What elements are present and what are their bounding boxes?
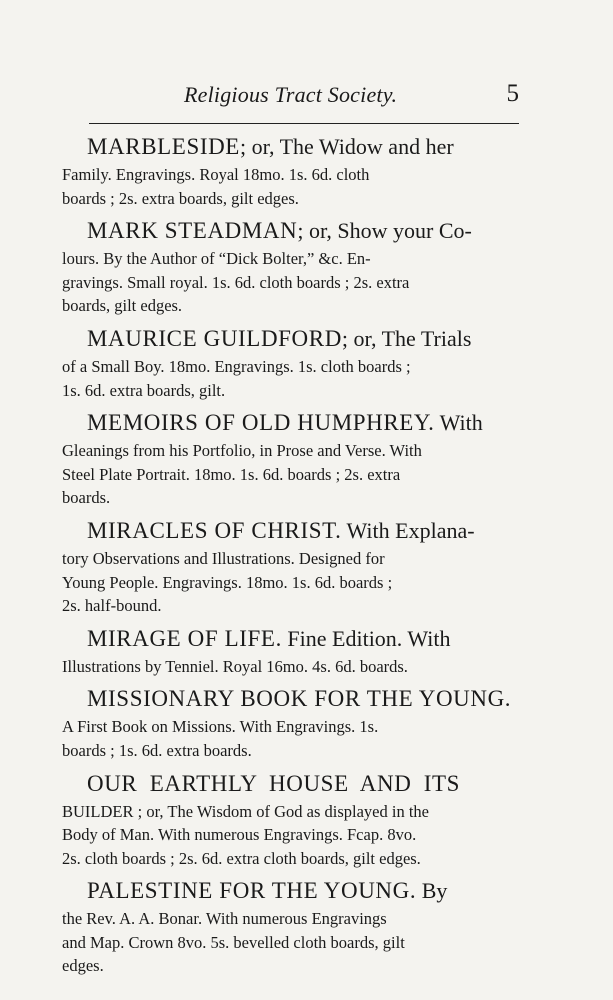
entry-line: Steel Plate Portrait. 18mo. 1s. 6d. boards ; 2s. extra: [62, 464, 401, 484]
entry-line: 1s. 6d. extra boards, gilt.: [62, 380, 226, 400]
entry-title: MEMOIRS OF OLD HUMPHREY.: [87, 410, 435, 436]
entry-title: MIRACLES OF CHRIST.: [87, 517, 342, 543]
entry-title: MARBLESIDE: [87, 134, 240, 159]
entry-line: Gleanings from his Portfolio, in Prose and Verse. With: [62, 441, 422, 461]
entry-line: and Map. Crown 8vo. 5s. bevelled cloth boards, gilt: [62, 932, 405, 952]
running-head: [89, 78, 519, 112]
catalogue-entry: [62, 877, 520, 978]
catalogue-entry: [62, 133, 520, 210]
page-number: 5: [506, 80, 519, 107]
entry-line: boards.: [62, 488, 111, 508]
entry-title: OUR EARTHLY HOUSE AND ITS: [87, 770, 461, 796]
entry-line: gravings. Small royal. 1s. 6d. cloth boards ; 2s. extra: [62, 272, 410, 292]
catalogue-entry: [62, 517, 520, 618]
catalogue-entry: [62, 625, 520, 679]
entry-line: edges.: [62, 956, 104, 976]
entry-line: lours. By the Author of “Dick Bolter,” &c. En-: [62, 249, 371, 269]
entry-line: 2s. half-bound.: [62, 596, 162, 616]
entry-line: A First Book on Missions. With Engravings. 1s.: [62, 717, 379, 737]
entry-line: tory Observations and Illustrations. Designed for: [62, 548, 385, 568]
entry-lead: ; or, The Trials: [341, 325, 472, 351]
entry-line: 2s. cloth boards ; 2s. 6d. extra cloth boards, gilt edges.: [62, 848, 421, 868]
catalogue-entry: [62, 217, 520, 318]
entry-line: Body of Man. With numerous Engravings. Fcap. 8vo.: [62, 825, 417, 845]
entry-title: MARK STEADMAN: [87, 218, 298, 244]
entry-title: PALESTINE FOR THE YOUNG.: [87, 878, 417, 904]
entry-lead: ; or, Show your Co-: [297, 218, 472, 244]
entry-line: BUILDER ; or, The Wisdom of God as displayed in the: [62, 801, 429, 821]
catalogue-entry: [62, 409, 520, 510]
entry-line: Illustrations by Tenniel. Royal 16mo. 4s. 6d. boards.: [62, 656, 408, 676]
entry-lead: Fine Edition. With: [281, 625, 451, 651]
catalogue-entries: [62, 133, 520, 985]
entry-line: of a Small Boy. 18mo. Engravings. 1s. cloth boards ;: [62, 356, 411, 376]
entry-line: boards, gilt edges.: [62, 296, 183, 316]
entry-lead: With: [434, 410, 483, 436]
entry-title: MISSIONARY BOOK FOR THE YOUNG.: [87, 686, 512, 712]
entry-line: boards ; 1s. 6d. extra boards.: [62, 740, 252, 760]
entry-line: the Rev. A. A. Bonar. With numerous Engravings: [62, 909, 387, 929]
running-title: Religious Tract Society.: [184, 82, 398, 107]
entry-title: MAURICE GUILDFORD: [87, 325, 342, 351]
entry-lead: By: [416, 878, 448, 904]
header-rule: [89, 123, 519, 124]
entry-line: boards ; 2s. extra boards, gilt edges.: [62, 188, 299, 208]
entry-lead: With Explana-: [341, 517, 475, 543]
catalogue-entry: [62, 325, 520, 402]
entry-lead: ; or, The Widow and her: [239, 134, 454, 159]
entry-line: Family. Engravings. Royal 18mo. 1s. 6d. cloth: [62, 165, 370, 184]
catalogue-entry: [62, 685, 520, 762]
catalogue-entry: [62, 770, 520, 871]
entry-line: Young People. Engravings. 18mo. 1s. 6d. boards ;: [62, 572, 393, 592]
entry-title: MIRAGE OF LIFE.: [87, 625, 282, 651]
